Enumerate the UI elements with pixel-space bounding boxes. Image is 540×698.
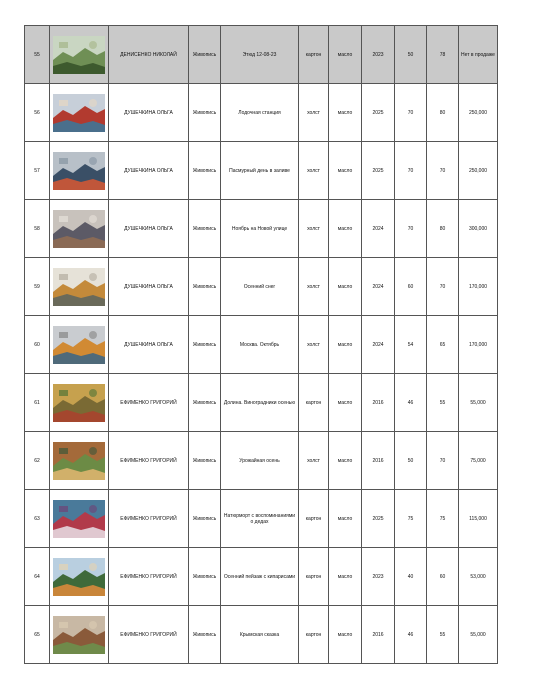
support-material: холст <box>299 200 329 258</box>
artwork-title: Ноябрь на Новой улице <box>221 200 299 258</box>
support-material: холст <box>299 84 329 142</box>
support-material: картон <box>299 490 329 548</box>
artwork-title: Натюрморт с воспоминаниями о дедах <box>221 490 299 548</box>
width-cm: 50 <box>395 432 427 490</box>
height-cm: 70 <box>427 432 459 490</box>
width-cm: 60 <box>395 258 427 316</box>
artwork-thumbnail <box>50 258 109 316</box>
artist-name: ЕФИМЕНКО ГРИГОРИЙ <box>109 548 189 606</box>
row-number: 61 <box>25 374 50 432</box>
artist-name: ДУШЕЧКИНА ОЛЬГА <box>109 316 189 374</box>
artist-name: ЕФИМЕНКО ГРИГОРИЙ <box>109 490 189 548</box>
row-number: 59 <box>25 258 50 316</box>
year: 2023 <box>362 548 395 606</box>
width-cm: 46 <box>395 606 427 664</box>
year: 2016 <box>362 374 395 432</box>
table-row <box>25 84 498 142</box>
genre: Живопись <box>189 432 221 490</box>
artwork-title: Москва. Октябрь <box>221 316 299 374</box>
painting-thumbnail-image <box>53 500 105 538</box>
painting-medium: масло <box>329 142 362 200</box>
genre: Живопись <box>189 606 221 664</box>
width-cm: 50 <box>395 26 427 84</box>
artwork-thumbnail <box>50 316 109 374</box>
height-cm: 55 <box>427 606 459 664</box>
artwork-title: Долина. Виноградники осенью <box>221 374 299 432</box>
artwork-title: Урожайная осень <box>221 432 299 490</box>
support-material: картон <box>299 606 329 664</box>
height-cm: 80 <box>427 84 459 142</box>
height-cm: 70 <box>427 142 459 200</box>
painting-thumbnail-image <box>53 384 105 422</box>
width-cm: 46 <box>395 374 427 432</box>
height-cm: 75 <box>427 490 459 548</box>
year: 2025 <box>362 84 395 142</box>
genre: Живопись <box>189 26 221 84</box>
support-material: картон <box>299 548 329 606</box>
height-cm: 60 <box>427 548 459 606</box>
support-material: картон <box>299 26 329 84</box>
width-cm: 70 <box>395 142 427 200</box>
artwork-thumbnail <box>50 490 109 548</box>
artist-name: ДУШЕЧКИНА ОЛЬГА <box>109 142 189 200</box>
year: 2024 <box>362 258 395 316</box>
year: 2023 <box>362 26 395 84</box>
year: 2025 <box>362 142 395 200</box>
row-number: 65 <box>25 606 50 664</box>
genre: Живопись <box>189 84 221 142</box>
price: 170,000 <box>459 316 498 374</box>
price: 170,000 <box>459 258 498 316</box>
artwork-thumbnail <box>50 606 109 664</box>
artist-name: ЕФИМЕНКО ГРИГОРИЙ <box>109 432 189 490</box>
artwork-thumbnail <box>50 26 109 84</box>
painting-thumbnail-image <box>53 268 105 306</box>
width-cm: 75 <box>395 490 427 548</box>
support-material: холст <box>299 258 329 316</box>
price: 115,000 <box>459 490 498 548</box>
genre: Живопись <box>189 142 221 200</box>
table-row <box>25 26 498 84</box>
painting-medium: масло <box>329 606 362 664</box>
width-cm: 70 <box>395 200 427 258</box>
price: 250,000 <box>459 142 498 200</box>
artist-name: ЕФИМЕНКО ГРИГОРИЙ <box>109 374 189 432</box>
row-number: 57 <box>25 142 50 200</box>
artwork-thumbnail <box>50 142 109 200</box>
painting-medium: масло <box>329 490 362 548</box>
genre: Живопись <box>189 200 221 258</box>
artist-name: ДУШЕЧКИНА ОЛЬГА <box>109 200 189 258</box>
artist-name: ЕФИМЕНКО ГРИГОРИЙ <box>109 606 189 664</box>
table-row <box>25 490 498 548</box>
row-number: 55 <box>25 26 50 84</box>
artist-name: ДЕНИСЕНКО НИКОЛАЙ <box>109 26 189 84</box>
width-cm: 54 <box>395 316 427 374</box>
painting-thumbnail-image <box>53 152 105 190</box>
genre: Живопись <box>189 316 221 374</box>
artwork-title: Осенний снег <box>221 258 299 316</box>
height-cm: 78 <box>427 26 459 84</box>
year: 2016 <box>362 432 395 490</box>
width-cm: 40 <box>395 548 427 606</box>
row-number: 58 <box>25 200 50 258</box>
painting-medium: масло <box>329 432 362 490</box>
artwork-thumbnail <box>50 548 109 606</box>
support-material: холст <box>299 432 329 490</box>
artwork-title: Этюд 12-08-23 <box>221 26 299 84</box>
painting-medium: масло <box>329 84 362 142</box>
painting-thumbnail-image <box>53 442 105 480</box>
painting-thumbnail-image <box>53 210 105 248</box>
painting-medium: масло <box>329 548 362 606</box>
painting-medium: масло <box>329 258 362 316</box>
price: 300,000 <box>459 200 498 258</box>
artist-name: ДУШЕЧКИНА ОЛЬГА <box>109 84 189 142</box>
artwork-title: Пасмурный день в заливе <box>221 142 299 200</box>
genre: Живопись <box>189 374 221 432</box>
table-row <box>25 432 498 490</box>
year: 2016 <box>362 606 395 664</box>
artwork-thumbnail <box>50 374 109 432</box>
row-number: 62 <box>25 432 50 490</box>
painting-medium: масло <box>329 374 362 432</box>
height-cm: 55 <box>427 374 459 432</box>
painting-thumbnail-image <box>53 94 105 132</box>
row-number: 64 <box>25 548 50 606</box>
row-number: 56 <box>25 84 50 142</box>
price: 250,000 <box>459 84 498 142</box>
price: 55,000 <box>459 606 498 664</box>
support-material: холст <box>299 142 329 200</box>
painting-medium: масло <box>329 200 362 258</box>
table-row <box>25 374 498 432</box>
genre: Живопись <box>189 490 221 548</box>
year: 2025 <box>362 490 395 548</box>
width-cm: 70 <box>395 84 427 142</box>
height-cm: 70 <box>427 258 459 316</box>
table-row <box>25 316 498 374</box>
artist-name: ДУШЕЧКИНА ОЛЬГА <box>109 258 189 316</box>
year: 2024 <box>362 200 395 258</box>
painting-medium: масло <box>329 316 362 374</box>
price: 75,000 <box>459 432 498 490</box>
price: 55,000 <box>459 374 498 432</box>
support-material: холст <box>299 316 329 374</box>
painting-thumbnail-image <box>53 36 105 74</box>
support-material: картон <box>299 374 329 432</box>
painting-thumbnail-image <box>53 616 105 654</box>
table-row <box>25 548 498 606</box>
row-number: 60 <box>25 316 50 374</box>
genre: Живопись <box>189 258 221 316</box>
artwork-thumbnail <box>50 84 109 142</box>
genre: Живопись <box>189 548 221 606</box>
artwork-thumbnail <box>50 200 109 258</box>
table-row <box>25 606 498 664</box>
painting-medium: масло <box>329 26 362 84</box>
artwork-title: Лодочная станция <box>221 84 299 142</box>
artwork-thumbnail <box>50 432 109 490</box>
row-number: 63 <box>25 490 50 548</box>
painting-thumbnail-image <box>53 326 105 364</box>
artwork-title: Осенний пейзаж с кипарисами <box>221 548 299 606</box>
price: Нет в продаже <box>459 26 498 84</box>
artwork-title: Крымская сказка <box>221 606 299 664</box>
table-row <box>25 142 498 200</box>
height-cm: 65 <box>427 316 459 374</box>
year: 2024 <box>362 316 395 374</box>
price: 53,000 <box>459 548 498 606</box>
table-row <box>25 258 498 316</box>
painting-thumbnail-image <box>53 558 105 596</box>
artwork-catalog-table <box>24 25 498 664</box>
table-row <box>25 200 498 258</box>
height-cm: 80 <box>427 200 459 258</box>
